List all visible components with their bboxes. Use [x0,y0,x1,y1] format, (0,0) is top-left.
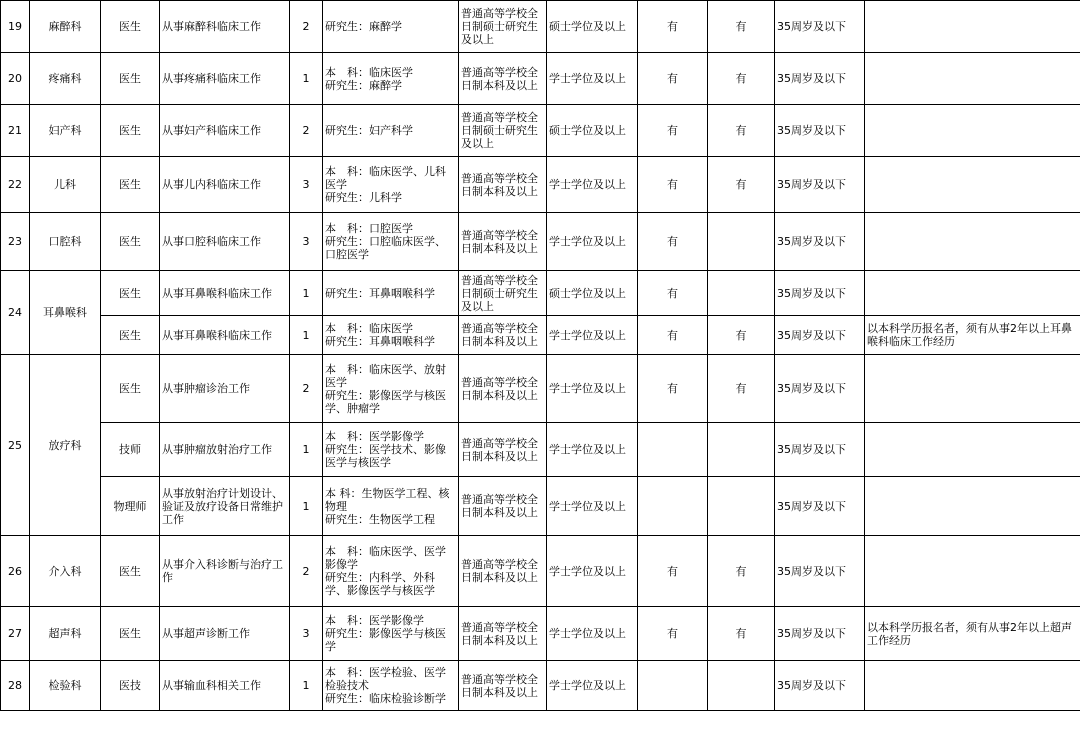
license-cell [708,213,775,271]
post-cell: 医生 [101,213,160,271]
education-cell: 普通高等学校全日制本科及以上 [459,423,547,477]
license-cell [708,661,775,711]
post-cell: 医生 [101,607,160,661]
degree-cell: 学士学位及以上 [547,53,638,105]
age-cell: 35周岁及以下 [775,1,865,53]
license-cell: 有 [708,105,775,157]
license-cell [708,423,775,477]
table-row [1,423,1080,477]
license-cell: 有 [708,53,775,105]
degree-cell: 学士学位及以上 [547,157,638,213]
major-cell: 本 科：临床医学 研究生：麻醉学 [323,53,459,105]
table-row [1,271,1080,316]
duty-cell: 从事肿瘤诊治工作 [160,355,290,423]
department-cell: 麻醉科 [30,1,101,53]
license-cell: 有 [708,536,775,607]
major-cell: 研究生：耳鼻咽喉科学 [323,271,459,316]
remark-cell [865,355,1080,423]
major-cell: 本 科：临床医学、医学影像学 研究生：内科学、外科学、影像医学与核医学 [323,536,459,607]
education-cell: 普通高等学校全日制硕士研究生及以上 [459,271,547,316]
remark-cell [865,536,1080,607]
duty-cell: 从事耳鼻喉科临床工作 [160,316,290,355]
certificate-cell [638,423,708,477]
education-cell: 普通高等学校全日制本科及以上 [459,661,547,711]
count-cell: 2 [290,536,323,607]
remark-cell [865,157,1080,213]
major-cell: 本 科：临床医学、放射医学 研究生：影像医学与核医学、肿瘤学 [323,355,459,423]
duty-cell: 从事输血科相关工作 [160,661,290,711]
row-number-cell: 26 [1,536,30,607]
degree-cell: 学士学位及以上 [547,607,638,661]
duty-cell: 从事疼痛科临床工作 [160,53,290,105]
age-cell: 35周岁及以下 [775,271,865,316]
duty-cell: 从事儿内科临床工作 [160,157,290,213]
count-cell: 1 [290,423,323,477]
row-number-cell: 23 [1,213,30,271]
degree-cell: 学士学位及以上 [547,355,638,423]
department-cell: 疼痛科 [30,53,101,105]
license-cell [708,477,775,536]
row-number-cell: 19 [1,1,30,53]
duty-cell: 从事介入科诊断与治疗工作 [160,536,290,607]
count-cell: 2 [290,355,323,423]
department-cell: 超声科 [30,607,101,661]
table-row [1,53,1080,105]
remark-cell [865,105,1080,157]
remark-cell [865,477,1080,536]
remark-cell [865,213,1080,271]
post-cell: 医生 [101,316,160,355]
age-cell: 35周岁及以下 [775,105,865,157]
department-cell: 放疗科 [30,355,101,536]
degree-cell: 硕士学位及以上 [547,1,638,53]
license-cell: 有 [708,316,775,355]
education-cell: 普通高等学校全日制本科及以上 [459,157,547,213]
certificate-cell [638,477,708,536]
duty-cell: 从事放射治疗计划设计、验证及放疗设备日常维护工作 [160,477,290,536]
row-number-cell: 20 [1,53,30,105]
row-number-cell: 21 [1,105,30,157]
duty-cell: 从事耳鼻喉科临床工作 [160,271,290,316]
license-cell: 有 [708,607,775,661]
certificate-cell: 有 [638,316,708,355]
department-cell: 耳鼻喉科 [30,271,101,355]
department-cell: 儿科 [30,157,101,213]
major-cell: 本 科：口腔医学 研究生：口腔临床医学、口腔医学 [323,213,459,271]
major-cell: 研究生：麻醉学 [323,1,459,53]
major-cell: 本 科：临床医学 研究生：耳鼻咽喉科学 [323,316,459,355]
age-cell: 35周岁及以下 [775,213,865,271]
degree-cell: 硕士学位及以上 [547,271,638,316]
certificate-cell: 有 [638,213,708,271]
age-cell: 35周岁及以下 [775,477,865,536]
table-row [1,105,1080,157]
age-cell: 35周岁及以下 [775,607,865,661]
department-cell: 妇产科 [30,105,101,157]
count-cell: 3 [290,157,323,213]
table-row [1,157,1080,213]
age-cell: 35周岁及以下 [775,316,865,355]
post-cell: 医生 [101,271,160,316]
education-cell: 普通高等学校全日制本科及以上 [459,607,547,661]
certificate-cell: 有 [638,355,708,423]
remark-cell [865,53,1080,105]
major-cell: 本 科：生物医学工程、核物理 研究生：生物医学工程 [323,477,459,536]
count-cell: 2 [290,1,323,53]
post-cell: 医技 [101,661,160,711]
license-cell: 有 [708,157,775,213]
degree-cell: 学士学位及以上 [547,213,638,271]
certificate-cell [638,661,708,711]
remark-cell: 以本科学历报名者，须有从事2年以上超声工作经历 [865,607,1080,661]
degree-cell: 学士学位及以上 [547,316,638,355]
education-cell: 普通高等学校全日制本科及以上 [459,316,547,355]
row-number-cell: 25 [1,355,30,536]
department-cell: 检验科 [30,661,101,711]
post-cell: 物理师 [101,477,160,536]
row-number-cell: 27 [1,607,30,661]
post-cell: 医生 [101,157,160,213]
certificate-cell: 有 [638,271,708,316]
post-cell: 医生 [101,355,160,423]
major-cell: 本 科：医学影像学 研究生：医学技术、影像医学与核医学 [323,423,459,477]
table-row [1,316,1080,355]
education-cell: 普通高等学校全日制本科及以上 [459,536,547,607]
license-cell: 有 [708,1,775,53]
certificate-cell: 有 [638,105,708,157]
education-cell: 普通高等学校全日制本科及以上 [459,355,547,423]
remark-cell [865,1,1080,53]
education-cell: 普通高等学校全日制硕士研究生及以上 [459,105,547,157]
table-row [1,536,1080,607]
remark-cell [865,271,1080,316]
degree-cell: 硕士学位及以上 [547,105,638,157]
post-cell: 医生 [101,1,160,53]
table-row [1,355,1080,423]
post-cell: 医生 [101,105,160,157]
duty-cell: 从事麻醉科临床工作 [160,1,290,53]
duty-cell: 从事口腔科临床工作 [160,213,290,271]
table-row [1,213,1080,271]
table-row [1,1,1080,53]
age-cell: 35周岁及以下 [775,157,865,213]
count-cell: 2 [290,105,323,157]
major-cell: 本 科：临床医学、儿科医学 研究生：儿科学 [323,157,459,213]
degree-cell: 学士学位及以上 [547,536,638,607]
post-cell: 技师 [101,423,160,477]
certificate-cell: 有 [638,157,708,213]
table-body [1,1,1080,711]
count-cell: 1 [290,271,323,316]
education-cell: 普通高等学校全日制本科及以上 [459,477,547,536]
remark-cell [865,423,1080,477]
department-cell: 介入科 [30,536,101,607]
department-cell: 口腔科 [30,213,101,271]
row-number-cell: 28 [1,661,30,711]
count-cell: 3 [290,213,323,271]
table-row [1,661,1080,711]
count-cell: 1 [290,477,323,536]
count-cell: 1 [290,316,323,355]
education-cell: 普通高等学校全日制本科及以上 [459,53,547,105]
certificate-cell: 有 [638,607,708,661]
row-number-cell: 22 [1,157,30,213]
post-cell: 医生 [101,53,160,105]
major-cell: 本 科：医学检验、医学检验技术 研究生：临床检验诊断学 [323,661,459,711]
age-cell: 35周岁及以下 [775,661,865,711]
duty-cell: 从事肿瘤放射治疗工作 [160,423,290,477]
license-cell: 有 [708,355,775,423]
row-number-cell: 24 [1,271,30,355]
table-row [1,477,1080,536]
major-cell: 研究生：妇产科学 [323,105,459,157]
age-cell: 35周岁及以下 [775,536,865,607]
certificate-cell: 有 [638,53,708,105]
count-cell: 3 [290,607,323,661]
certificate-cell: 有 [638,1,708,53]
count-cell: 1 [290,661,323,711]
duty-cell: 从事超声诊断工作 [160,607,290,661]
license-cell [708,271,775,316]
count-cell: 1 [290,53,323,105]
post-cell: 医生 [101,536,160,607]
degree-cell: 学士学位及以上 [547,423,638,477]
age-cell: 35周岁及以下 [775,423,865,477]
degree-cell: 学士学位及以上 [547,661,638,711]
education-cell: 普通高等学校全日制硕士研究生及以上 [459,1,547,53]
degree-cell: 学士学位及以上 [547,477,638,536]
duty-cell: 从事妇产科临床工作 [160,105,290,157]
certificate-cell: 有 [638,536,708,607]
table-row [1,607,1080,661]
remark-cell: 以本科学历报名者，须有从事2年以上耳鼻喉科临床工作经历 [865,316,1080,355]
education-cell: 普通高等学校全日制本科及以上 [459,213,547,271]
major-cell: 本 科：医学影像学 研究生：影像医学与核医学 [323,607,459,661]
remark-cell [865,661,1080,711]
age-cell: 35周岁及以下 [775,53,865,105]
age-cell: 35周岁及以下 [775,355,865,423]
